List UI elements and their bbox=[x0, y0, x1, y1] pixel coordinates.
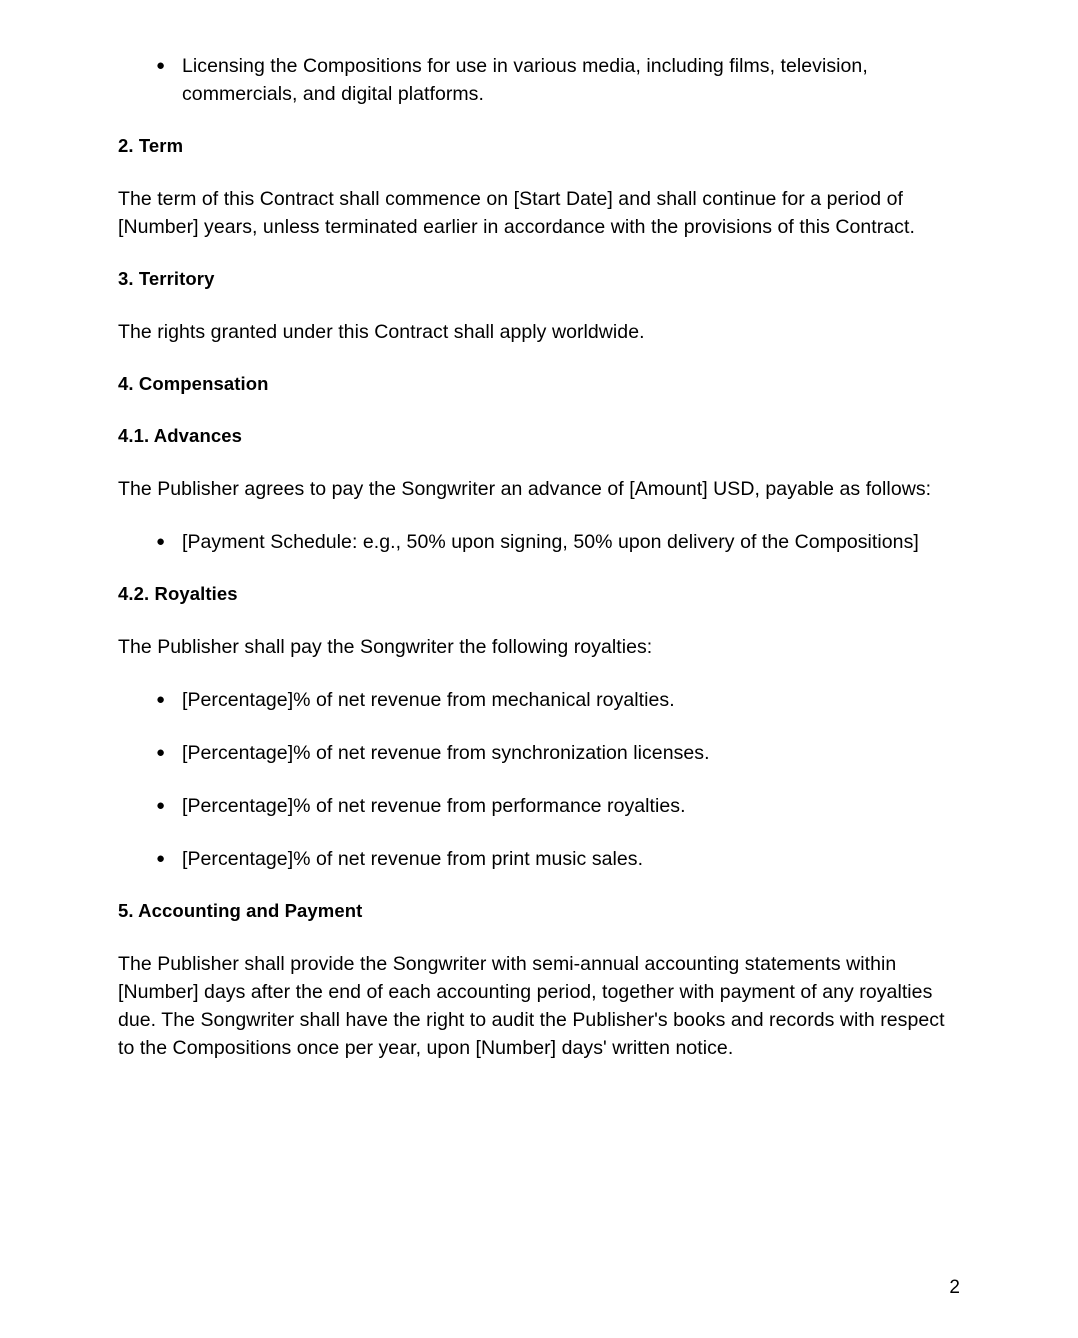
list-item-label: [Percentage]% of net revenue from print music sales. bbox=[182, 848, 644, 870]
bullet-icon: ● bbox=[156, 850, 166, 867]
grant-of-rights-bullets bbox=[118, 52, 958, 108]
advances-bullets bbox=[118, 528, 958, 556]
page-number: 2 bbox=[949, 1277, 960, 1298]
list-item bbox=[118, 845, 958, 873]
heading-accounting-and-payment: 5. Accounting and Payment bbox=[118, 900, 363, 921]
list-item-label: [Percentage]% of net revenue from synchronization licenses. bbox=[182, 742, 710, 764]
paragraph-term: The term of this Contract shall commence on [Start Date] and shall continue for a period of [Number] years, unless terminated earlier in accordance with the provisions of this Contract. bbox=[118, 188, 915, 238]
list-item bbox=[118, 792, 958, 820]
paragraph-territory: The rights granted under this Contract shall apply worldwide. bbox=[118, 321, 645, 343]
list-item-label: Licensing the Compositions for use in various media, including films, television, commercials, and digital platforms. bbox=[182, 55, 868, 105]
heading-compensation: 4. Compensation bbox=[118, 373, 269, 394]
bullet-icon: ● bbox=[156, 533, 166, 550]
document-body bbox=[118, 52, 958, 1062]
list-item bbox=[118, 739, 958, 767]
bullet-icon: ● bbox=[156, 744, 166, 761]
bullet-icon: ● bbox=[156, 797, 166, 814]
list-item bbox=[118, 52, 958, 108]
list-item-label: [Percentage]% of net revenue from performance royalties. bbox=[182, 795, 686, 817]
list-item-label: [Percentage]% of net revenue from mechanical royalties. bbox=[182, 689, 675, 711]
paragraph-advances: The Publisher agrees to pay the Songwriter an advance of [Amount] USD, payable as follows: bbox=[118, 478, 932, 500]
royalties-bullets bbox=[118, 686, 958, 873]
list-item-label: [Payment Schedule: e.g., 50% upon signing, 50% upon delivery of the Compositions] bbox=[182, 531, 919, 553]
bullet-icon: ● bbox=[156, 691, 166, 708]
paragraph-royalties: The Publisher shall pay the Songwriter the following royalties: bbox=[118, 636, 653, 658]
paragraph-accounting-and-payment: The Publisher shall provide the Songwriter with semi-annual accounting statements within [Number] days after the end of each accounting period, together with payment of any royalties due. The Songwriter shall have the right to audit the Publisher's books and records with respect to the Compositions once per year, upon [Number] days' written notice. bbox=[118, 953, 945, 1059]
heading-advances: 4.1. Advances bbox=[118, 425, 243, 446]
heading-royalties: 4.2. Royalties bbox=[118, 583, 238, 604]
list-item bbox=[118, 528, 958, 556]
list-item bbox=[118, 686, 958, 714]
bullet-icon: ● bbox=[156, 57, 166, 74]
heading-term: 2. Term bbox=[118, 135, 184, 156]
heading-territory: 3. Territory bbox=[118, 268, 215, 289]
